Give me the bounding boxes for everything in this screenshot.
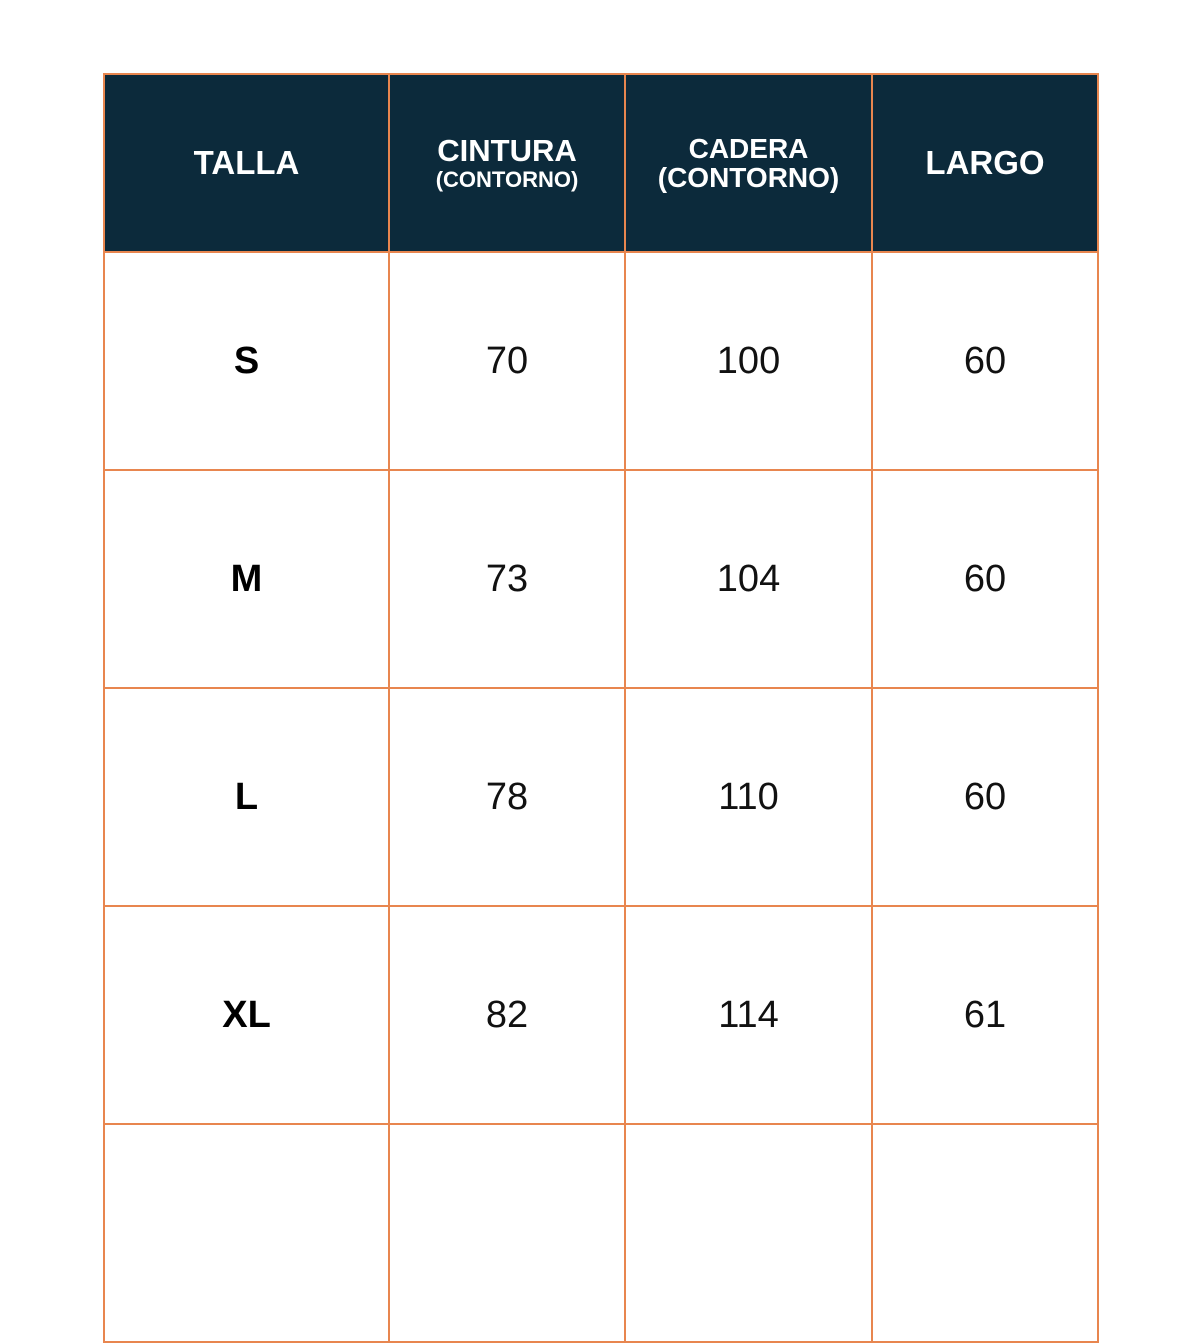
- cell-talla: XL: [104, 906, 389, 1124]
- cell-largo: 60: [872, 688, 1098, 906]
- table-row: [104, 906, 1098, 1124]
- cell-cadera: 114: [625, 906, 872, 1124]
- header-cadera: [625, 74, 872, 252]
- cell-cadera: 104: [625, 470, 872, 688]
- cell-cadera: [625, 1124, 872, 1342]
- cell-largo: 60: [872, 252, 1098, 470]
- cell-largo: 61: [872, 906, 1098, 1124]
- size-chart-table: [103, 73, 1099, 1343]
- cell-talla: S: [104, 252, 389, 470]
- header-talla: [104, 74, 389, 252]
- cell-cintura: [389, 1124, 625, 1342]
- cell-cintura: 82: [389, 906, 625, 1124]
- header-label: CINTURA: [437, 133, 577, 169]
- table-row: [104, 688, 1098, 906]
- cell-largo: 60: [872, 470, 1098, 688]
- header-label: CADERA: [688, 132, 809, 164]
- cell-talla: L: [104, 688, 389, 906]
- cell-cadera: 110: [625, 688, 872, 906]
- header-row: [104, 74, 1098, 252]
- table-row: [104, 1124, 1098, 1342]
- table-row: [104, 252, 1098, 470]
- header-label: LARGO: [925, 143, 1045, 181]
- header-sublabel: (CONTORNO): [435, 166, 579, 192]
- header-largo: [872, 74, 1098, 252]
- cell-cintura: 73: [389, 470, 625, 688]
- header-label: TALLA: [193, 143, 300, 181]
- cell-talla: M: [104, 470, 389, 688]
- cell-cintura: 70: [389, 252, 625, 470]
- cell-cintura: 78: [389, 688, 625, 906]
- table-row: [104, 470, 1098, 688]
- header-cintura: [389, 74, 625, 252]
- header-sublabel: (CONTORNO): [657, 162, 840, 193]
- cell-talla: [104, 1124, 389, 1342]
- cell-cadera: 100: [625, 252, 872, 470]
- cell-largo: [872, 1124, 1098, 1342]
